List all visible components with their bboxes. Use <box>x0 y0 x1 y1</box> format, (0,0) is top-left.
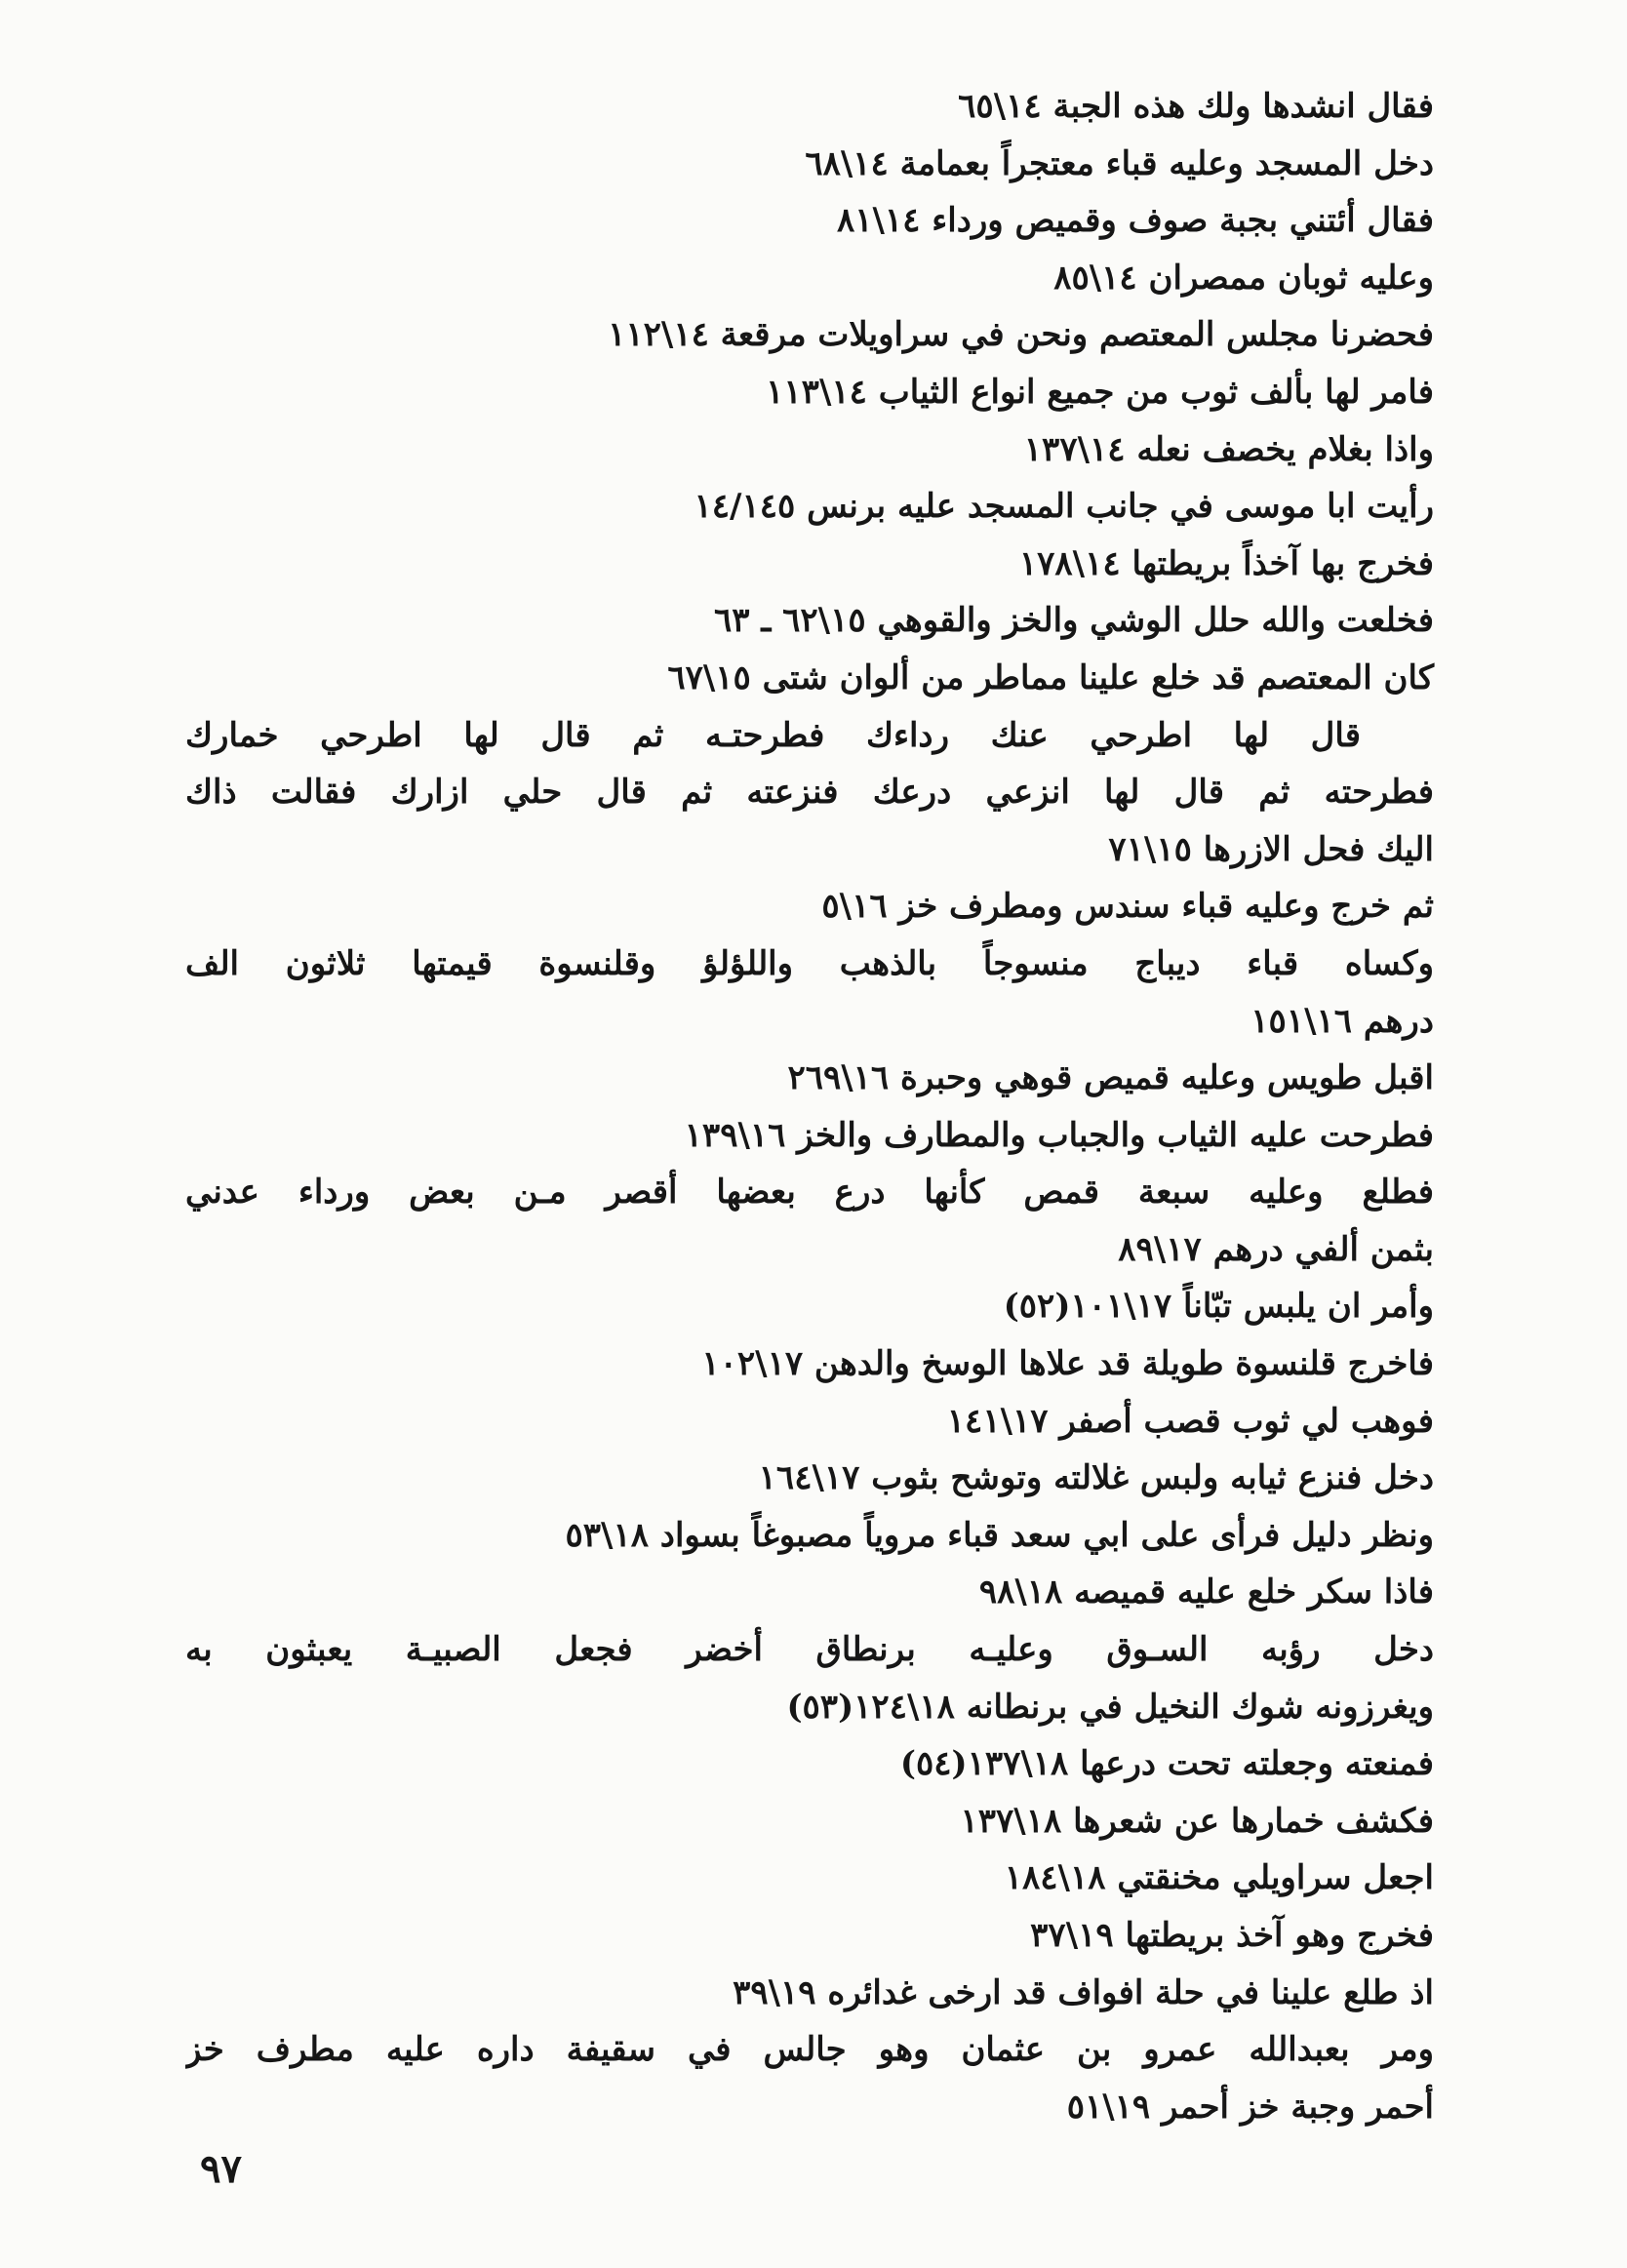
text-line: ونظر دليل فرأى على ابي سعد قباء مروياً مصبوغاً بسواد ١٨\٥٣ <box>565 1515 1434 1555</box>
text-line: واذا بغلام يخصف نعله ١٤\١٣٧ <box>1023 429 1434 469</box>
text-line: فطرحت عليه الثياب والجباب والمطارف والخز ١٦\١٣٩ <box>684 1115 1434 1155</box>
text-line: ثم خرج وعليه قباء سندس ومطرف خز ١٦\٥ <box>821 887 1434 927</box>
paragraph-line: دخل رؤبه السـوق وعليـه برنطاق أخضر فجعل الصبيـة يعبثون به <box>185 1630 1434 1670</box>
page-number: ٩٧ <box>200 2146 242 2192</box>
paragraph-line: قال لها اطرحي عنك رداءك فطرحتـه ثم قال لها اطرحي خمارك <box>185 715 1361 755</box>
text-line: فقال انشدها ولك هذه الجبة ١٤\٦٥ <box>958 87 1434 126</box>
text-line: درهم ١٦\١٥١ <box>1250 1001 1434 1041</box>
page-text <box>185 78 1434 2135</box>
text-line: ويغرزونه شوك النخيل في برنطانه ١٨\١٢٤(٥٣) <box>786 1687 1434 1727</box>
text-line: بثمن ألفي درهم ١٧\٨٩ <box>1118 1229 1434 1269</box>
text-line: فامر لها بألف ثوب من جميع انواع الثياب ١٤\١١٣ <box>766 372 1434 412</box>
text-line: وأمر ان يلبس تبّاناً ١٧\١٠١(٥٢) <box>1003 1287 1434 1327</box>
text-line: فاذا سكر خلع عليه قميصه ١٨\٩٨ <box>978 1572 1434 1612</box>
text-line: رأيت ابا موسى في جانب المسجد عليه برنس ١٤/١٤٥ <box>694 487 1434 527</box>
text-line: وعليه ثوبان ممصران ١٤\٨٥ <box>1053 258 1434 298</box>
text-line: كان المعتصم قد خلع علينا مماطر من ألوان شتى ١٥\٦٧ <box>667 657 1434 697</box>
text-line: اقبل طويس وعليه قميص قوهي وحبرة ١٦\٢٦٩ <box>787 1058 1434 1098</box>
text-line: فوهب لي ثوب قصب أصفر ١٧\١٤١ <box>946 1401 1434 1441</box>
text-line: فمنعته وجعلته تحت درعها ١٨\١٣٧(٥٤) <box>899 1744 1434 1784</box>
text-line: أحمر وجبة خز أحمر ١٩\٥١ <box>1066 2087 1434 2127</box>
text-line: فخرج بها آخذاً بريطتها ١٤\١٧٨ <box>1018 543 1434 583</box>
text-line: فقال أئتني بجبة صوف وقميص ورداء ١٤\٨١ <box>836 201 1434 241</box>
text-line: فخرج وهو آخذ بريطتها ١٩\٣٧ <box>1030 1916 1434 1955</box>
text-line: دخل المسجد وعليه قباء معتجراً بعمامة ١٤\٦٨ <box>805 143 1434 183</box>
paragraph-line: فطلع وعليه سبعة قمص كأنها درع بعضها أقصر مـن بعض ورداء عدني <box>185 1173 1434 1213</box>
text-line: فاخرج قلنسوة طويلة قد علاها الوسخ والدهن ١٧\١٠٢ <box>701 1344 1434 1384</box>
text-line: اليك فحل الازرها ١٥\٧١ <box>1108 829 1434 869</box>
text-line: اذ طلع علينا في حلة افواف قد ارخى غدائره ١٩\٣٩ <box>733 1972 1434 2012</box>
paragraph-line: ومر بعبدالله عمرو بن عثمان وهو جالس في سقيفة داره عليه مطرف خز <box>185 2030 1434 2070</box>
text-line: اجعل سراويلي مخنقتي ١٨\١٨٤ <box>1004 1858 1434 1898</box>
text-line: فكشف خمارها عن شعرها ١٨\١٣٧ <box>960 1801 1434 1841</box>
text-line: دخل فنزع ثيابه ولبس غلالته وتوشح بثوب ١٧\١٦٤ <box>758 1458 1434 1498</box>
text-line: فحضرنا مجلس المعتصم ونحن في سراويلات مرقعة ١٤\١١٢ <box>608 315 1434 355</box>
paragraph-line: فطرحته ثم قال لها انزعي درعك فنزعته ثم قال حلي ازارك فقالت ذاك <box>185 773 1434 813</box>
text-line: فخلعت والله حلل الوشي والخز والقوهي ١٥\٦٢ ـ ٦٣ <box>713 601 1434 641</box>
paragraph-line: وكساه قباء ديباج منسوجاً بالذهب واللؤلؤ وقلنسوة قيمتها ثلاثون الف <box>185 943 1434 983</box>
